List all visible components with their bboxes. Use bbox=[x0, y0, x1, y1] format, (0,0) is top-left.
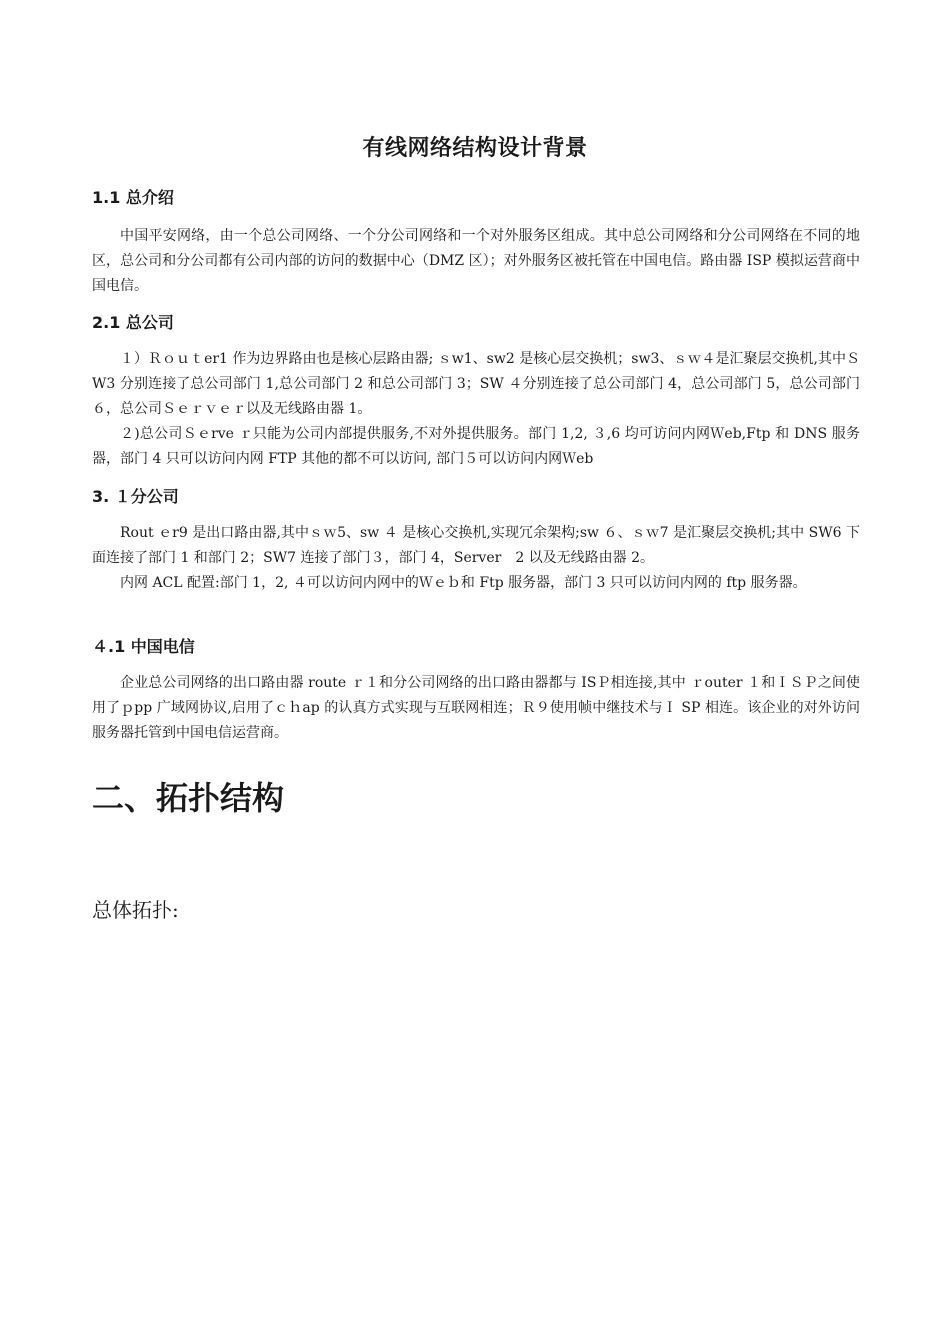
section-heading-overview: 1.1 总介绍 bbox=[92, 188, 174, 207]
document-title: 有线网络结构设计背景 bbox=[362, 136, 588, 161]
overall-topology-label: 总体拓扑: bbox=[92, 898, 179, 922]
section-branch-body bbox=[92, 521, 860, 596]
section-headquarters-body bbox=[92, 347, 860, 472]
section-overview-body bbox=[92, 224, 860, 299]
paragraph: ２)总公司Ｓｅrve ｒ只能为公司内部提供服务,不对外提供服务。部门 1,2, ３,6 均可访问内网Ｗeb,Ftp 和 DNS 服务器，部门 4 只可以访问内网 FTP 其他的都不可以访问, 部门５可以访问内网Ｗeb bbox=[92, 426, 860, 467]
section-heading-china-telecom: ４.1 中国电信 bbox=[92, 637, 195, 656]
paragraph: 企业总公司网络的出口路由器 route ｒ１和分公司网络的出口路由器都与 ISＰ相连接,其中 ｒouter １和ＩＳＰ之间使用了ｐpp 广域网协议,启用了ｃｈap 的认真方式实现与互联网相连；Ｒ９使用帧中继技术与Ｉ SP 相连。该企业的对外访问服务器托管到中国电信运营商。 bbox=[92, 675, 860, 741]
section-china-telecom-body bbox=[92, 671, 860, 746]
paragraph: 中国平安网络，由一个总公司网络、一个分公司网络和一个对外服务区组成。其中总公司网络和分公司网络在不同的地区，总公司和分公司都有公司内部的访问的数据中心（DMZ 区）；对外服务区被托管在中国电信。路由器 ISP 模拟运营商中国电信。 bbox=[92, 228, 860, 294]
paragraph: 内网 ACL 配置:部门 1，2, ４可以访问内网中的Ｗｅｂ和 Ftp 服务器，部门 3 只可以访问内网的 ftp 服务器。 bbox=[120, 575, 807, 591]
section-heading-branch: 3. １分公司 bbox=[92, 487, 179, 506]
paragraph: １）Ｒｏｕｔer1 作为边界路由也是核心层路由器; ｓw1、sw2 是核心层交换机；sw3、ｓｗ４是汇聚层交换机,其中ＳW3 分别连接了总公司部门 1,总公司部门 2 和总公司部门 3；SW ４分别连接了总公司部门 4，总公司部门 5，总公司部门６，总公司Ｓｅｒｖｅｒ以及无线路由器 1。 bbox=[92, 351, 860, 417]
paragraph: Rout ｅr9 是出口路由器,其中ｓｗ5、sw ４ 是核心交换机,实现冗余架构;sw ６、ｓｗ7 是汇聚层交换机;其中 SW6 下面连接了部门 1 和部门 2；SW7 连接了部门３，部门 4，Server 2 以及无线路由器 2。 bbox=[92, 525, 860, 566]
section-heading-headquarters: 2.1 总公司 bbox=[92, 313, 174, 332]
chapter-heading-topology: 二、拓扑结构 bbox=[92, 779, 285, 817]
